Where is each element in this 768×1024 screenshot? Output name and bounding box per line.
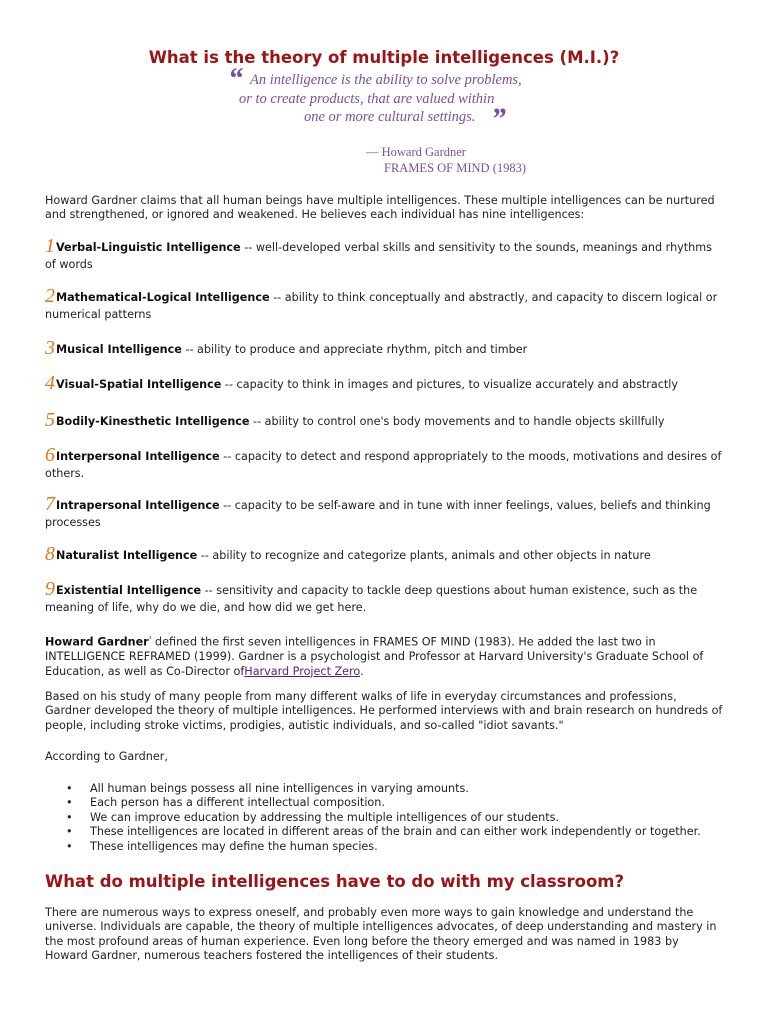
intelligence-desc: -- sensitivity and capacity to tackle deep questions about human existence, such as the meaning of life, why do we die, and how did we get here. (45, 584, 698, 614)
numeral-6: 6 (45, 444, 55, 466)
intelligence-item-3 (45, 337, 725, 359)
study-paragraph: Based on his study of many people from many different walks of life in everyday circumstances and professions, Gardner developed the theory of multiple intelligences. He performed interviews with and brain research on hundreds of people, including stroke victims, prodigies, autistic individuals, and so-called "idiot savants." (45, 690, 723, 732)
quote-line-1: An intelligence is the ability to solve problems, (250, 72, 522, 88)
list-item (45, 840, 725, 854)
gardner-end: . (360, 664, 364, 678)
list-item-text: These intelligences are located in different areas of the brain and can either work independently or together. (90, 825, 701, 839)
bullet-icon: • (66, 782, 73, 795)
intelligence-name: Interpersonal Intelligence (56, 450, 220, 463)
intelligence-item-1 (45, 235, 725, 273)
intelligence-name: Visual-Spatial Intelligence (56, 378, 222, 391)
quote-line-2: or to create products, that are valued within (239, 91, 495, 107)
list-item (45, 811, 725, 825)
close-quote-mark: ” (491, 102, 506, 135)
quote-attribution (358, 144, 526, 176)
intelligence-desc: -- ability to produce and appreciate rhythm, pitch and timber (181, 343, 528, 356)
gardner-text: defined the first seven intelligences in FRAMES OF MIND (1983). He added the last two in INTELLIGENCE REFRAMED (1999). Gardner is a psychologist and Professor at Harvard University's Graduate School of Education, as well as Co-Director of (45, 635, 704, 678)
intelligence-desc: -- ability to recognize and categorize plants, animals and other objects in nature (197, 549, 651, 562)
classroom-heading: What do multiple intelligences have to do with my classroom? (45, 872, 625, 891)
intelligence-item-8 (45, 543, 725, 565)
list-item (45, 825, 725, 839)
numeral-8: 8 (45, 543, 55, 565)
classroom-paragraph: There are numerous ways to express oneself, and probably even more ways to gain knowledge and understand the universe. Individuals are capable, the theory of multiple intelligences advocates, of deep understanding and mastery in the most profound areas of human experience. Even long before the theory emerged and was named in 1983 by Howard Gardner, numerous teachers fostered the intelligences of their students. (45, 906, 717, 963)
harvard-project-zero-link[interactable]: Harvard Project Zero (244, 664, 361, 678)
numeral-2: 2 (45, 285, 55, 307)
intelligence-desc: -- capacity to be self-aware and in tune with inner feelings, values, beliefs and thinking processes (45, 499, 711, 529)
open-quote-mark: “ (228, 62, 243, 95)
numeral-4: 4 (45, 372, 55, 394)
quote-source: FRAMES OF MIND (1983) (384, 161, 527, 175)
numeral-7: 7 (45, 493, 55, 515)
list-item-text: All human beings possess all nine intelligences in varying amounts. (90, 782, 469, 795)
list-item (45, 782, 725, 796)
bullet-icon: • (66, 839, 73, 853)
intelligence-item-2 (45, 285, 725, 323)
intelligence-name: Naturalist Intelligence (56, 549, 198, 562)
bullet-icon: • (66, 825, 73, 839)
numeral-3: 3 (45, 337, 55, 359)
list-item-text: We can improve education by addressing the multiple intelligences of our students. (90, 810, 560, 824)
intelligence-item-7 (45, 493, 725, 531)
intelligence-desc: -- ability to think conceptually and abstractly, and capacity to discern logical or numerical patterns (45, 291, 718, 321)
intelligence-desc: -- capacity to think in images and pictures, to visualize accurately and abstractly (221, 378, 679, 391)
intelligence-item-4 (45, 372, 725, 394)
page-title: What is the theory of multiple intelligences (M.I.)? (148, 48, 620, 67)
intelligence-desc: -- ability to control one's body movements and to handle objects skillfully (249, 415, 665, 428)
numeral-9: 9 (45, 578, 55, 600)
intelligence-item-6 (45, 444, 725, 482)
gardner-paragraph (45, 632, 725, 679)
bullet-icon: • (66, 810, 73, 824)
list-item-text: These intelligences may define the human species. (90, 839, 378, 853)
intelligence-name: Intrapersonal Intelligence (56, 499, 220, 512)
intelligence-name: Verbal-Linguistic Intelligence (56, 241, 241, 254)
intelligence-name: Bodily-Kinesthetic Intelligence (56, 415, 250, 428)
quote-line-3: one or more cultural settings. (304, 109, 476, 125)
according-line: According to Gardner, (45, 750, 168, 763)
intelligence-desc: -- well-developed verbal skills and sensitivity to the sounds, meanings and rhythms of words (45, 241, 713, 271)
gardner-points-list (45, 782, 725, 854)
list-item-text: Each person has a different intellectual composition. (90, 796, 385, 810)
intelligence-item-5 (45, 409, 725, 431)
intelligence-item-9 (45, 578, 725, 616)
bullet-icon: • (66, 796, 73, 810)
numeral-1: 1 (45, 235, 55, 257)
intro-paragraph: Howard Gardner claims that all human beings have multiple intelligences. These multiple intelligences can be nurtured and strengthened, or ignored and weakened. He believes each individual has nine intelligences: (45, 194, 715, 222)
list-item (45, 796, 725, 810)
intelligence-name: Mathematical-Logical Intelligence (56, 291, 270, 304)
quote-author: — Howard Gardner (366, 145, 466, 159)
footnote-marker[interactable]: ¹ (148, 635, 152, 643)
intelligence-name: Existential Intelligence (56, 584, 202, 597)
gardner-name: Howard Gardner (45, 635, 149, 649)
numeral-5: 5 (45, 409, 55, 431)
intelligence-name: Musical Intelligence (56, 343, 182, 356)
intelligence-desc: -- capacity to detect and respond appropriately to the moods, motivations and desires of others. (45, 450, 722, 480)
